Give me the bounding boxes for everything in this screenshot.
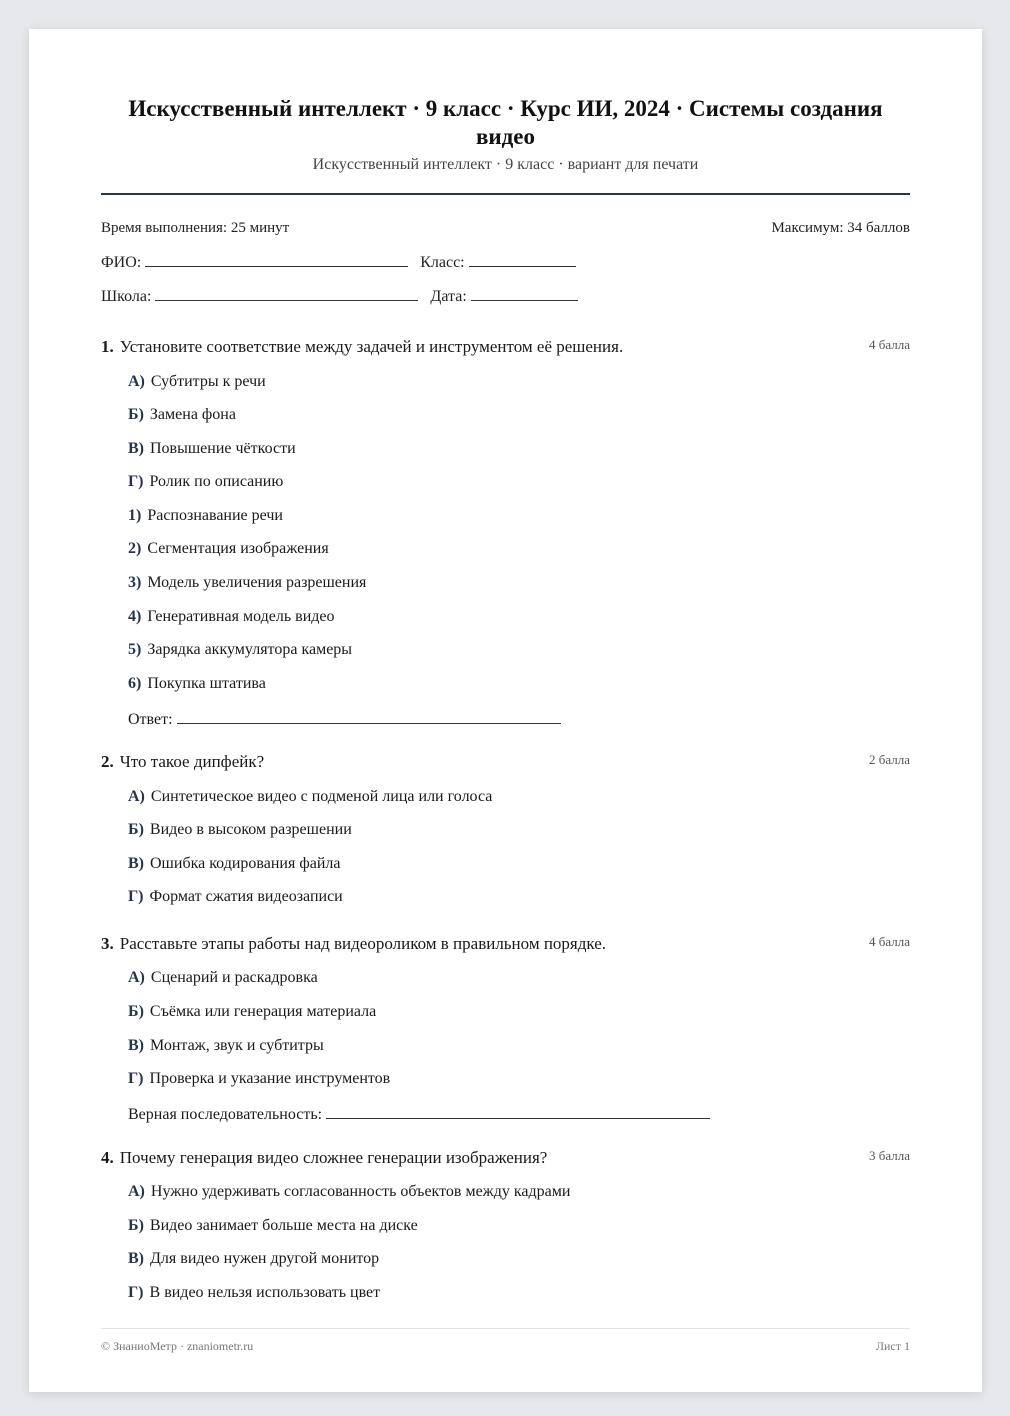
option-text: Формат сжатия видеозаписи: [149, 888, 343, 905]
option-text: Субтитры к речи: [150, 373, 266, 390]
option-letter: 4): [128, 608, 142, 625]
option-letter: А): [128, 788, 145, 805]
option-item: [128, 969, 318, 987]
question-number: 4.: [101, 1148, 114, 1167]
date-label: Дата:: [430, 288, 467, 305]
page-title: Искусственный интеллект · 9 класс · Курс ИИ, 2024 · Системы создания видео: [128, 96, 883, 149]
student-info-row: [101, 252, 910, 272]
question-header: [101, 934, 910, 958]
option-item: [128, 507, 283, 525]
option-item: [128, 1070, 390, 1088]
option-text: Генеративная модель видео: [147, 608, 335, 625]
answer-field[interactable]: [177, 709, 561, 724]
school-field[interactable]: [155, 286, 418, 301]
option-text: Съёмка или генерация материала: [149, 1003, 377, 1020]
question-points: 3 балла: [869, 1148, 910, 1163]
option-item: [128, 888, 343, 906]
option-text: Сценарий и раскадровка: [150, 969, 318, 986]
question-text: Установите соответствие между задачей и инструментом её решения.: [119, 337, 624, 356]
option-item: [128, 855, 340, 873]
option-item: [128, 1217, 418, 1235]
answer-row: [128, 1104, 710, 1124]
question-header: [101, 1148, 910, 1172]
option-letter: В): [128, 855, 144, 872]
answer-row: [128, 709, 561, 729]
question-text: Почему генерация видео сложнее генерации изображения?: [119, 1148, 548, 1167]
option-item: [128, 1284, 380, 1302]
option-item: [128, 440, 296, 458]
option-letter: А): [128, 969, 145, 986]
question-header: [101, 752, 910, 776]
page-subtitle: Искусственный интеллект · 9 класс · вариант для печати: [312, 156, 699, 173]
option-letter: Б): [128, 1003, 144, 1020]
option-item: [128, 473, 283, 491]
option-item: [128, 1037, 324, 1055]
option-text: Модель увеличения разрешения: [147, 574, 367, 591]
worksheet-page: [29, 29, 982, 1392]
option-text: Покупка штатива: [147, 675, 266, 692]
option-text: Замена фона: [149, 406, 236, 423]
time-limit: Время выполнения: 25 минут: [101, 220, 290, 236]
option-item: [128, 574, 366, 592]
option-letter: В): [128, 1250, 144, 1267]
answer-label: Ответ:: [128, 711, 173, 728]
option-letter: Г): [128, 473, 144, 490]
option-text: Повышение чёткости: [150, 440, 296, 457]
class-label: Класс:: [420, 254, 465, 271]
fio-field[interactable]: [145, 252, 408, 267]
option-letter: А): [128, 373, 145, 390]
footer-page-number: Лист 1: [875, 1339, 910, 1353]
date-field[interactable]: [471, 286, 578, 301]
option-text: Для видео нужен другой монитор: [150, 1250, 380, 1267]
option-item: [128, 788, 492, 806]
option-item: [128, 1250, 379, 1268]
question-header: [101, 337, 910, 361]
question-2: [101, 752, 910, 905]
question-text: Расставьте этапы работы над видеороликом в правильном порядке.: [119, 934, 607, 953]
option-text: Ошибка кодирования файла: [150, 855, 341, 872]
option-text: Распознавание речи: [147, 507, 283, 524]
option-text: Зарядка аккумулятора камеры: [147, 641, 353, 658]
option-item: [128, 641, 352, 659]
option-text: Сегментация изображения: [147, 540, 329, 557]
footer-divider: [101, 1328, 910, 1329]
option-text: Видео в высоком разрешении: [149, 821, 352, 838]
option-letter: В): [128, 1037, 144, 1054]
question-3: [101, 934, 910, 1123]
question-number: 3.: [101, 934, 114, 953]
question-text: Что такое дипфейк?: [119, 752, 265, 771]
option-text: Видео занимает больше места на диске: [149, 1217, 418, 1234]
option-item: [128, 373, 266, 391]
question-1: [101, 337, 910, 728]
option-letter: 5): [128, 641, 142, 658]
option-letter: 2): [128, 540, 142, 557]
question-points: 4 балла: [869, 934, 910, 949]
option-text: Синтетическое видео с подменой лица или голоса: [150, 788, 493, 805]
header-divider: [101, 193, 910, 195]
question-points: 4 балла: [869, 337, 910, 352]
option-item: [128, 406, 236, 424]
option-letter: 6): [128, 675, 142, 692]
option-item: [128, 675, 266, 693]
meta-row: [101, 220, 910, 237]
question-number: 1.: [101, 337, 114, 356]
option-letter: Г): [128, 1070, 144, 1087]
answer-label: Верная последовательность:: [128, 1106, 323, 1123]
answer-field[interactable]: [326, 1104, 710, 1119]
option-item: [128, 1003, 376, 1021]
school-label: Школа:: [101, 288, 152, 305]
option-text: Нужно удерживать согласованность объектов между кадрами: [150, 1183, 571, 1200]
page-footer: [101, 1339, 910, 1354]
option-letter: 1): [128, 507, 142, 524]
school-info-row: [101, 286, 910, 306]
option-letter: 3): [128, 574, 142, 591]
option-item: [128, 608, 335, 626]
option-text: Проверка и указание инструментов: [149, 1070, 391, 1087]
max-score: Максимум: 34 баллов: [771, 220, 910, 236]
option-item: [128, 1183, 570, 1201]
option-text: Ролик по описанию: [149, 473, 284, 490]
option-letter: В): [128, 440, 144, 457]
question-number: 2.: [101, 752, 114, 771]
option-item: [128, 821, 352, 839]
option-letter: Г): [128, 888, 144, 905]
class-field[interactable]: [469, 252, 576, 267]
fio-label: ФИО:: [101, 254, 142, 271]
option-item: [128, 540, 329, 558]
option-text: Монтаж, звук и субтитры: [150, 1037, 324, 1054]
option-letter: Г): [128, 1284, 144, 1301]
option-letter: Б): [128, 821, 144, 838]
option-letter: Б): [128, 1217, 144, 1234]
option-letter: А): [128, 1183, 145, 1200]
question-4: [101, 1148, 910, 1301]
option-text: В видео нельзя использовать цвет: [149, 1284, 381, 1301]
footer-copyright: © ЗнаниоМетр · znaniometr.ru: [101, 1339, 254, 1353]
question-points: 2 балла: [869, 752, 910, 767]
option-letter: Б): [128, 406, 144, 423]
